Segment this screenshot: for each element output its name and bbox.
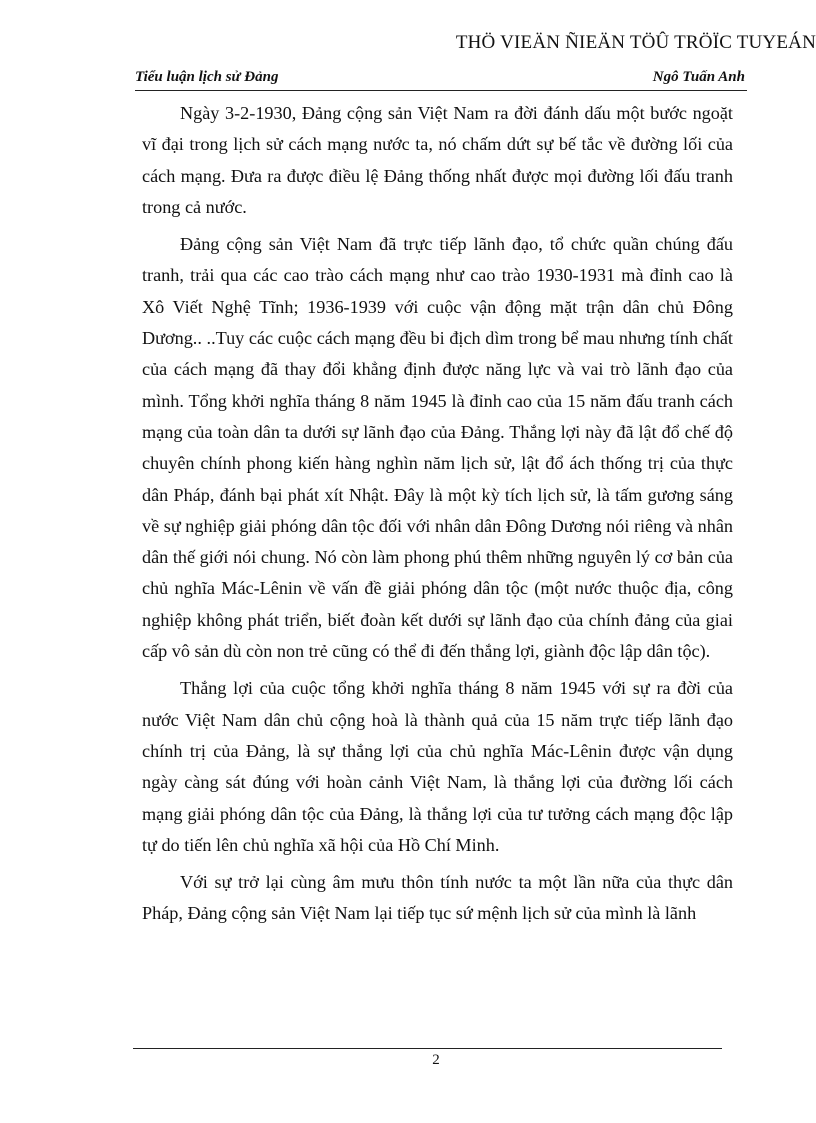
paragraph-4: Với sự trở lại cùng âm mưu thôn tính nước ta một lần nữa của thực dân Pháp, Đảng cộng sản Việt Nam lại tiếp tục sứ mệnh lịch sử của mình là lãnh <box>142 872 733 924</box>
paragraph-3: Thắng lợi của cuộc tổng khởi nghĩa tháng 8 năm 1945 với sự ra đời của nước Việt Nam dân chủ cộng hoà là thành quả của 15 năm trực tiếp lãnh đạo chính trị của Đảng, là sự thắng lợi của chủ nghĩa Mác-Lênin được vận dụng ngày càng sát đúng với hoàn cảnh Việt Nam, là thắng lợi của đường lối cách mạng giải phóng dân tộc của Đảng, là thắng lợi của tư tưởng cách mạng độc lập tự do tiến lên chủ nghĩa xã hội của Hồ Chí Minh. <box>142 678 733 855</box>
footer-divider <box>133 1048 722 1049</box>
paragraph-2: Đảng cộng sản Việt Nam đã trực tiếp lãnh đạo, tổ chức quần chúng đấu tranh, trải qua các cao trào cách mạng như cao trào 1930-1931 mà đỉnh cao là Xô Viết Nghệ Tĩnh; 1936-1939 với cuộc vận động mặt trận dân chủ Đông Dương.. ..Tuy các cuộc cách mạng đều bi địch dìm trong bể mau nhưng tính chất của cách mạng đã thay đổi khẳng định được năng lực và vai trò lãnh đạo của mình. Tổng khởi nghĩa tháng 8 năm 1945 là đỉnh cao của 15 năm đấu tranh cách mạng của toàn dân ta dưới sự lãnh đạo của Đảng. Thắng lợi này đã lật đổ chế độ chuyên chính phong kiến hàng nghìn năm lịch sử, lật đổ ách thống trị của thực dân Pháp, đánh bại phát xít Nhật. Đây là một kỳ tích lịch sử, là tấm gương sáng về sự nghiệp giải phóng dân tộc đối với nhân dân Đông Dương nói riêng và nhân dân thế giới nói chung. Nó còn làm phong phú thêm những nguyên lý cơ bản của chủ nghĩa Mác-Lênin về vấn đề giải phóng dân tộc (một nước thuộc địa, công nghiệp không phát triển, biết đoàn kết dưới sự lãnh đạo của chính đảng của giai cấp vô sản dù còn non trẻ cũng có thể đi đến thắng lợi, giành độc lập dân tộc). <box>142 234 733 662</box>
document-body <box>142 98 733 936</box>
header-author-name: Ngô Tuấn Anh <box>652 69 745 85</box>
page-number: 2 <box>432 1052 440 1068</box>
paragraph-1: Ngày 3-2-1930, Đảng cộng sản Việt Nam ra đời đánh dấu một bước ngoặt vĩ đại trong lịch sử cách mạng nước ta, nó chấm dứt sự bế tắc về đường lối của cách mạng. Đưa ra được điều lệ Đảng thống nhất được mọi đường lối đấu tranh trong cả nước. <box>142 103 733 217</box>
library-watermark: THÖ VIEÄN ÑIEÄN TÖÛ TRÖÏC TUYEÁN <box>455 32 816 53</box>
header-document-title: Tiểu luận lịch sử Đảng <box>135 69 279 85</box>
running-header <box>135 68 747 91</box>
